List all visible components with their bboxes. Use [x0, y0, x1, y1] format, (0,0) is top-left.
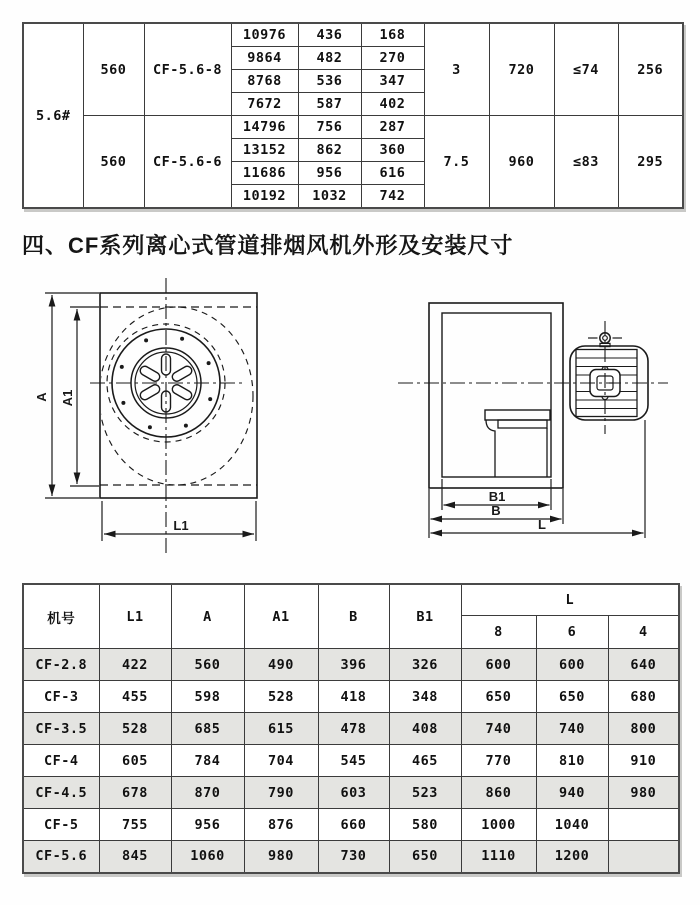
- value-cell: 742: [361, 185, 424, 209]
- dimension-value-cell: 422: [99, 649, 171, 681]
- dim-label-B: B: [491, 503, 501, 518]
- dimension-value-cell: 770: [461, 745, 536, 777]
- header-B1: B1: [389, 584, 461, 649]
- dimension-table: [22, 583, 680, 874]
- dimension-value-cell: 478: [318, 713, 389, 745]
- dimension-value-cell: 523: [389, 777, 461, 809]
- dimension-value-cell: 615: [244, 713, 318, 745]
- fan-front-view: [34, 278, 257, 553]
- dimension-value-cell: 956: [171, 809, 244, 841]
- dim-label-L: L: [538, 517, 546, 532]
- header-L1: L1: [99, 584, 171, 649]
- value-cell: 270: [361, 47, 424, 70]
- volute-outline: [99, 307, 253, 485]
- dimension-value-cell: 640: [608, 649, 679, 681]
- model-cell: CF-3: [23, 681, 99, 713]
- fan-side-view: [398, 303, 668, 538]
- header-B: B: [318, 584, 389, 649]
- noise-cell: ≤74: [554, 23, 618, 116]
- dimension-value-cell: 418: [318, 681, 389, 713]
- airflow-cell: 7672: [231, 93, 298, 116]
- airflow-cell: 14796: [231, 116, 298, 139]
- model-cell: CF-5: [23, 809, 99, 841]
- dimension-value-cell: 560: [171, 649, 244, 681]
- noise-cell: ≤83: [554, 116, 618, 209]
- section-heading: 四、CF系列离心式管道排烟风机外形及安装尺寸: [22, 233, 514, 258]
- model-cell: CF-4: [23, 745, 99, 777]
- airflow-cell: 9864: [231, 47, 298, 70]
- outlet-duct: [485, 410, 550, 477]
- dimension-value-cell: 1040: [536, 809, 608, 841]
- dimension-value-cell: 845: [99, 841, 171, 873]
- dimension-value-cell: 408: [389, 713, 461, 745]
- dimension-value-cell: 650: [461, 681, 536, 713]
- dim-table-header-row: [23, 584, 679, 616]
- dim-table-row: [23, 809, 679, 841]
- dimension-value-cell: 348: [389, 681, 461, 713]
- dimension-value-cell: 600: [536, 649, 608, 681]
- pressure-cell: 482: [298, 47, 361, 70]
- header-L-6: 6: [536, 616, 608, 649]
- dimension-value-cell: 605: [99, 745, 171, 777]
- dimension-value-cell: 326: [389, 649, 461, 681]
- dimension-value-cell: 980: [244, 841, 318, 873]
- dimension-value-cell: 600: [461, 649, 536, 681]
- housing-side-outline: [429, 303, 563, 488]
- dimension-value-cell: 790: [244, 777, 318, 809]
- dimension-value-cell: 396: [318, 649, 389, 681]
- spec-row: [23, 116, 683, 139]
- front-centerlines: [90, 278, 242, 553]
- power-cell: 7.5: [424, 116, 489, 209]
- pressure-cell: 756: [298, 116, 361, 139]
- impeller-size-cell: 560: [83, 116, 144, 209]
- dimension-value-cell: 528: [244, 681, 318, 713]
- speed-cell: 720: [489, 23, 554, 116]
- dimension-value-cell: 603: [318, 777, 389, 809]
- dimension-value-cell: 490: [244, 649, 318, 681]
- airflow-cell: 10192: [231, 185, 298, 209]
- weight-cell: 256: [618, 23, 683, 116]
- pressure-cell: 862: [298, 139, 361, 162]
- header-L-group: L: [461, 584, 679, 616]
- weight-cell: 295: [618, 116, 683, 209]
- dim-table-row: [23, 777, 679, 809]
- model-cell: CF-3.5: [23, 713, 99, 745]
- motor: [570, 333, 648, 420]
- spec-table: [22, 22, 684, 209]
- header-machine-no: 机号: [23, 584, 99, 649]
- dimension-value-cell: 800: [608, 713, 679, 745]
- airflow-cell: 13152: [231, 139, 298, 162]
- dimension-value-cell: 870: [171, 777, 244, 809]
- speed-cell: 960: [489, 116, 554, 209]
- header-A: A: [171, 584, 244, 649]
- value-cell: 616: [361, 162, 424, 185]
- housing-side-inner: [442, 313, 551, 477]
- dimension-value-cell: 650: [536, 681, 608, 713]
- pressure-cell: 956: [298, 162, 361, 185]
- dim-table-row: [23, 649, 679, 681]
- model-cell: CF-5.6-8: [144, 23, 231, 116]
- value-cell: 360: [361, 139, 424, 162]
- spec-row: [23, 23, 683, 47]
- power-cell: 3: [424, 23, 489, 116]
- dim-table-body: [23, 649, 679, 873]
- pressure-cell: 536: [298, 70, 361, 93]
- header-L-8: 8: [461, 616, 536, 649]
- dimension-value-cell: 910: [608, 745, 679, 777]
- dimension-value-cell: 598: [171, 681, 244, 713]
- airflow-cell: 10976: [231, 23, 298, 47]
- airflow-cell: 11686: [231, 162, 298, 185]
- dimension-value-cell: 980: [608, 777, 679, 809]
- model-cell: CF-2.8: [23, 649, 99, 681]
- dim-table-row: [23, 681, 679, 713]
- dimension-value-cell: 455: [99, 681, 171, 713]
- dim-label-B1: B1: [488, 489, 506, 504]
- header-L-4: 4: [608, 616, 679, 649]
- dimension-value-cell: 740: [461, 713, 536, 745]
- dim-table-row: [23, 841, 679, 873]
- fan-size-cell: 5.6#: [23, 23, 83, 208]
- dim-label-A: A: [34, 392, 49, 402]
- dimension-value-cell: 685: [171, 713, 244, 745]
- installation-diagrams: [0, 270, 700, 570]
- side-dimensions: [429, 420, 645, 538]
- dimension-value-cell: 940: [536, 777, 608, 809]
- model-cell: CF-4.5: [23, 777, 99, 809]
- value-cell: 168: [361, 23, 424, 47]
- impeller-size-cell: 560: [83, 23, 144, 116]
- header-A1: A1: [244, 584, 318, 649]
- dimension-value-cell: 876: [244, 809, 318, 841]
- pressure-cell: 587: [298, 93, 361, 116]
- dimension-value-cell: 730: [318, 841, 389, 873]
- dimension-value-cell: 580: [389, 809, 461, 841]
- dimension-value-cell: [608, 841, 679, 873]
- dimension-value-cell: 810: [536, 745, 608, 777]
- dimension-value-cell: 528: [99, 713, 171, 745]
- pressure-cell: 436: [298, 23, 361, 47]
- model-cell: CF-5.6: [23, 841, 99, 873]
- airflow-cell: 8768: [231, 70, 298, 93]
- dimension-value-cell: 1110: [461, 841, 536, 873]
- dimension-value-cell: 755: [99, 809, 171, 841]
- dimension-value-cell: 1000: [461, 809, 536, 841]
- dimension-value-cell: 680: [608, 681, 679, 713]
- value-cell: 347: [361, 70, 424, 93]
- dimension-value-cell: 678: [99, 777, 171, 809]
- dim-label-A1: A1: [60, 389, 75, 407]
- dimension-value-cell: 465: [389, 745, 461, 777]
- dimension-value-cell: 704: [244, 745, 318, 777]
- dimension-value-cell: 860: [461, 777, 536, 809]
- dimension-value-cell: 660: [318, 809, 389, 841]
- model-cell: CF-5.6-6: [144, 116, 231, 209]
- dimension-value-cell: 650: [389, 841, 461, 873]
- dimension-value-cell: 740: [536, 713, 608, 745]
- housing-hidden-lines: [99, 307, 257, 485]
- pressure-cell: 1032: [298, 185, 361, 209]
- dimension-value-cell: 784: [171, 745, 244, 777]
- dimension-value-cell: 545: [318, 745, 389, 777]
- value-cell: 402: [361, 93, 424, 116]
- front-dimensions: [45, 293, 256, 541]
- dimension-value-cell: [608, 809, 679, 841]
- dim-table-row: [23, 713, 679, 745]
- value-cell: 287: [361, 116, 424, 139]
- dimension-value-cell: 1060: [171, 841, 244, 873]
- dim-table-row: [23, 745, 679, 777]
- dimension-value-cell: 1200: [536, 841, 608, 873]
- dim-label-L1: L1: [173, 518, 189, 533]
